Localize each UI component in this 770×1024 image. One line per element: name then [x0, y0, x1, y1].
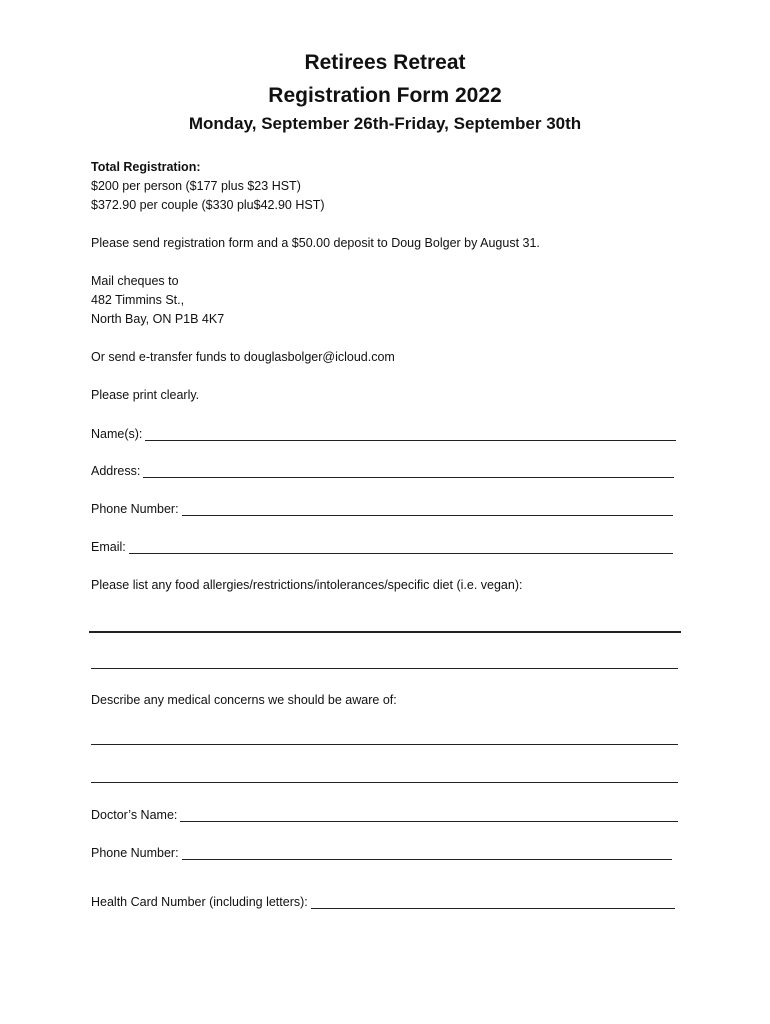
diet-answer-line-1[interactable]: [89, 631, 681, 633]
address-line[interactable]: [143, 463, 674, 478]
diet-answer-line-2[interactable]: [91, 668, 678, 669]
doctor-name-field[interactable]: [91, 806, 678, 822]
deposit-instructions: Please send registration form and a $50.00 deposit to Doug Bolger by August 31.: [91, 236, 540, 250]
medical-answer-line-2[interactable]: [91, 782, 678, 783]
email-line[interactable]: [129, 539, 673, 554]
doctor-phone-field[interactable]: [91, 844, 672, 860]
price-per-person: $200 per person ($177 plus $23 HST): [91, 179, 301, 193]
phone-line[interactable]: [182, 501, 673, 516]
names-field[interactable]: [91, 425, 676, 441]
names-label: Name(s):: [91, 427, 143, 441]
mail-heading: Mail cheques to: [91, 274, 179, 288]
price-per-couple: $372.90 per couple ($330 plu$42.90 HST): [91, 198, 325, 212]
names-line[interactable]: [145, 426, 676, 441]
mail-address-line1: 482 Timmins St.,: [91, 293, 185, 307]
diet-prompt: Please list any food allergies/restrictions/intolerances/specific diet (i.e. vegan):: [91, 578, 523, 592]
health-card-line[interactable]: [311, 894, 675, 909]
doctor-phone-line[interactable]: [182, 845, 672, 860]
medical-prompt: Describe any medical concerns we should be aware of:: [91, 693, 397, 707]
email-label: Email:: [91, 540, 126, 554]
doctor-name-label: Doctor’s Name:: [91, 808, 178, 822]
mail-address-line2: North Bay, ON P1B 4K7: [91, 312, 225, 326]
form-title-line2: Registration Form 2022: [268, 84, 502, 107]
email-field[interactable]: [91, 538, 673, 554]
etransfer-instructions: Or send e-transfer funds to douglasbolger@icloud.com: [91, 350, 395, 364]
doctor-name-line[interactable]: [180, 807, 678, 822]
phone-label: Phone Number:: [91, 502, 179, 516]
phone-field[interactable]: [91, 500, 673, 516]
print-clearly-note: Please print clearly.: [91, 388, 200, 402]
address-field[interactable]: [91, 462, 674, 478]
address-label: Address:: [91, 464, 141, 478]
form-title-line1: Retirees Retreat: [304, 51, 466, 74]
event-dates: Monday, September 26th-Friday, September 30th: [188, 114, 582, 133]
doctor-phone-label: Phone Number:: [91, 846, 179, 860]
health-card-label: Health Card Number (including letters):: [91, 895, 308, 909]
registration-heading: Total Registration:: [91, 160, 201, 174]
medical-answer-line-1[interactable]: [91, 744, 678, 745]
health-card-field[interactable]: [91, 893, 675, 909]
